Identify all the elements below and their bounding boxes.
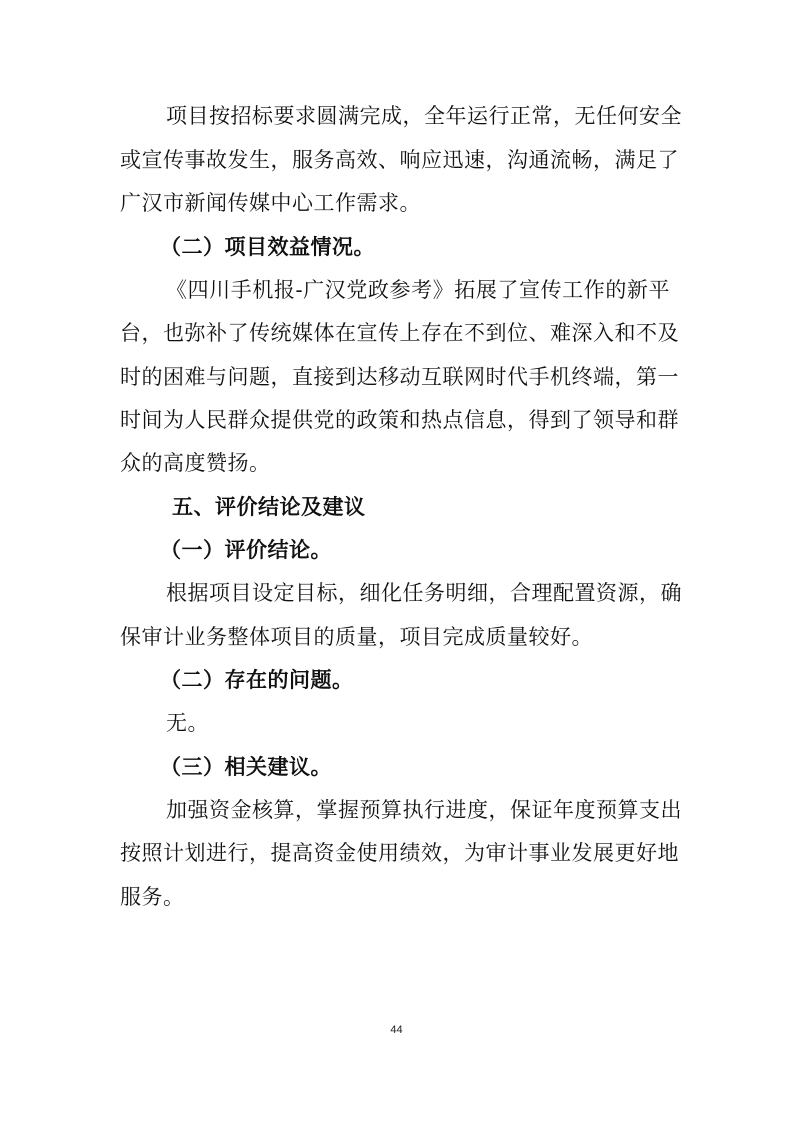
suggestions-paragraph-line-2: 按照计划进行，提高资金使用绩效，为审计事业发展更好地 [120, 841, 679, 865]
suggestions-paragraph-line-1: 加强资金核算，掌握预算执行进度，保证年度预算支出 [166, 798, 682, 822]
benefit-paragraph-line-2: 台，也弥补了传统媒体在宣传上存在不到位、难深入和不及 [120, 321, 679, 345]
section-5-heading: 五、评价结论及建议 [172, 495, 366, 519]
suggestions-paragraph-line-3: 服务。 [120, 885, 185, 909]
issues-paragraph: 无。 [166, 711, 209, 735]
benefit-heading: （二）项目效益情况。 [160, 235, 375, 259]
conclusion-heading: （一）评价结论。 [160, 538, 332, 562]
issues-heading: （二）存在的问题。 [160, 668, 354, 692]
conclusion-paragraph-line-1: 根据项目设定目标，细化任务明细，合理配置资源，确 [166, 581, 682, 605]
page-number: 44 [390, 1024, 403, 1036]
conclusion-paragraph-line-2: 保审计业务整体项目的质量，项目完成质量较好。 [120, 625, 593, 649]
results-paragraph-line-1: 项目按招标要求圆满完成，全年运行正常，无任何安全 [166, 104, 682, 128]
benefit-paragraph-line-1: 《四川手机报-广汉党政参考》拓展了宣传工作的新平 [166, 278, 670, 302]
suggestions-heading: （三）相关建议。 [160, 755, 332, 779]
benefit-paragraph-line-5: 众的高度赞扬。 [120, 451, 271, 475]
results-paragraph-line-2: 或宣传事故发生，服务高效、响应迅速，沟通流畅，满足了 [120, 148, 679, 172]
benefit-paragraph-line-4: 时间为人民群众提供党的政策和热点信息，得到了领导和群 [120, 408, 679, 432]
benefit-paragraph-line-3: 时的困难与问题，直接到达移动互联网时代手机终端，第一 [120, 365, 679, 389]
results-paragraph-line-3: 广汉市新闻传媒中心工作需求。 [120, 191, 421, 215]
